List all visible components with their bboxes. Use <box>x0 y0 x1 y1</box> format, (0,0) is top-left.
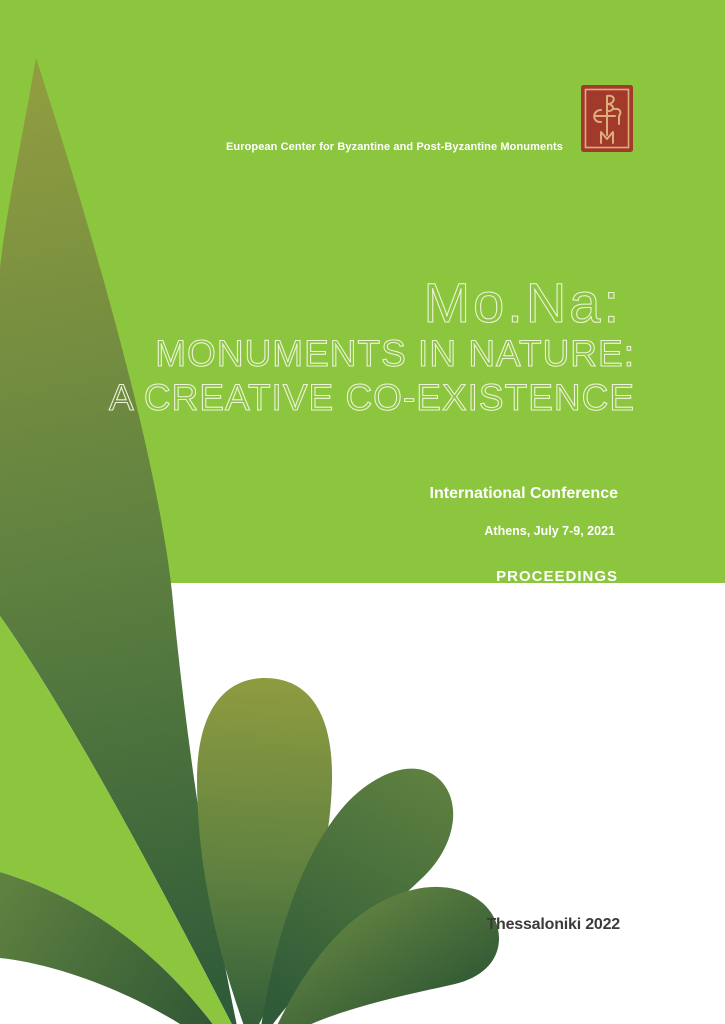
title-line1: MONUMENTS IN NATURE: <box>155 333 635 374</box>
conference-place-date: Athens, July 7-9, 2021 <box>484 524 615 538</box>
title-line2: A CREATIVE CO-EXISTENCE <box>108 377 635 418</box>
organization-name: European Center for Byzantine and Post-Byzantine Monuments <box>225 141 563 153</box>
title-block <box>108 271 635 420</box>
imprint-city-year: Thessaloniki 2022 <box>486 916 620 933</box>
conference-type: International Conference <box>429 485 618 502</box>
proceedings-label: PROCEEDINGS <box>496 568 618 585</box>
byzantine-monogram-stamp-icon <box>581 85 633 152</box>
title-short: Mo.Na: <box>423 271 622 334</box>
